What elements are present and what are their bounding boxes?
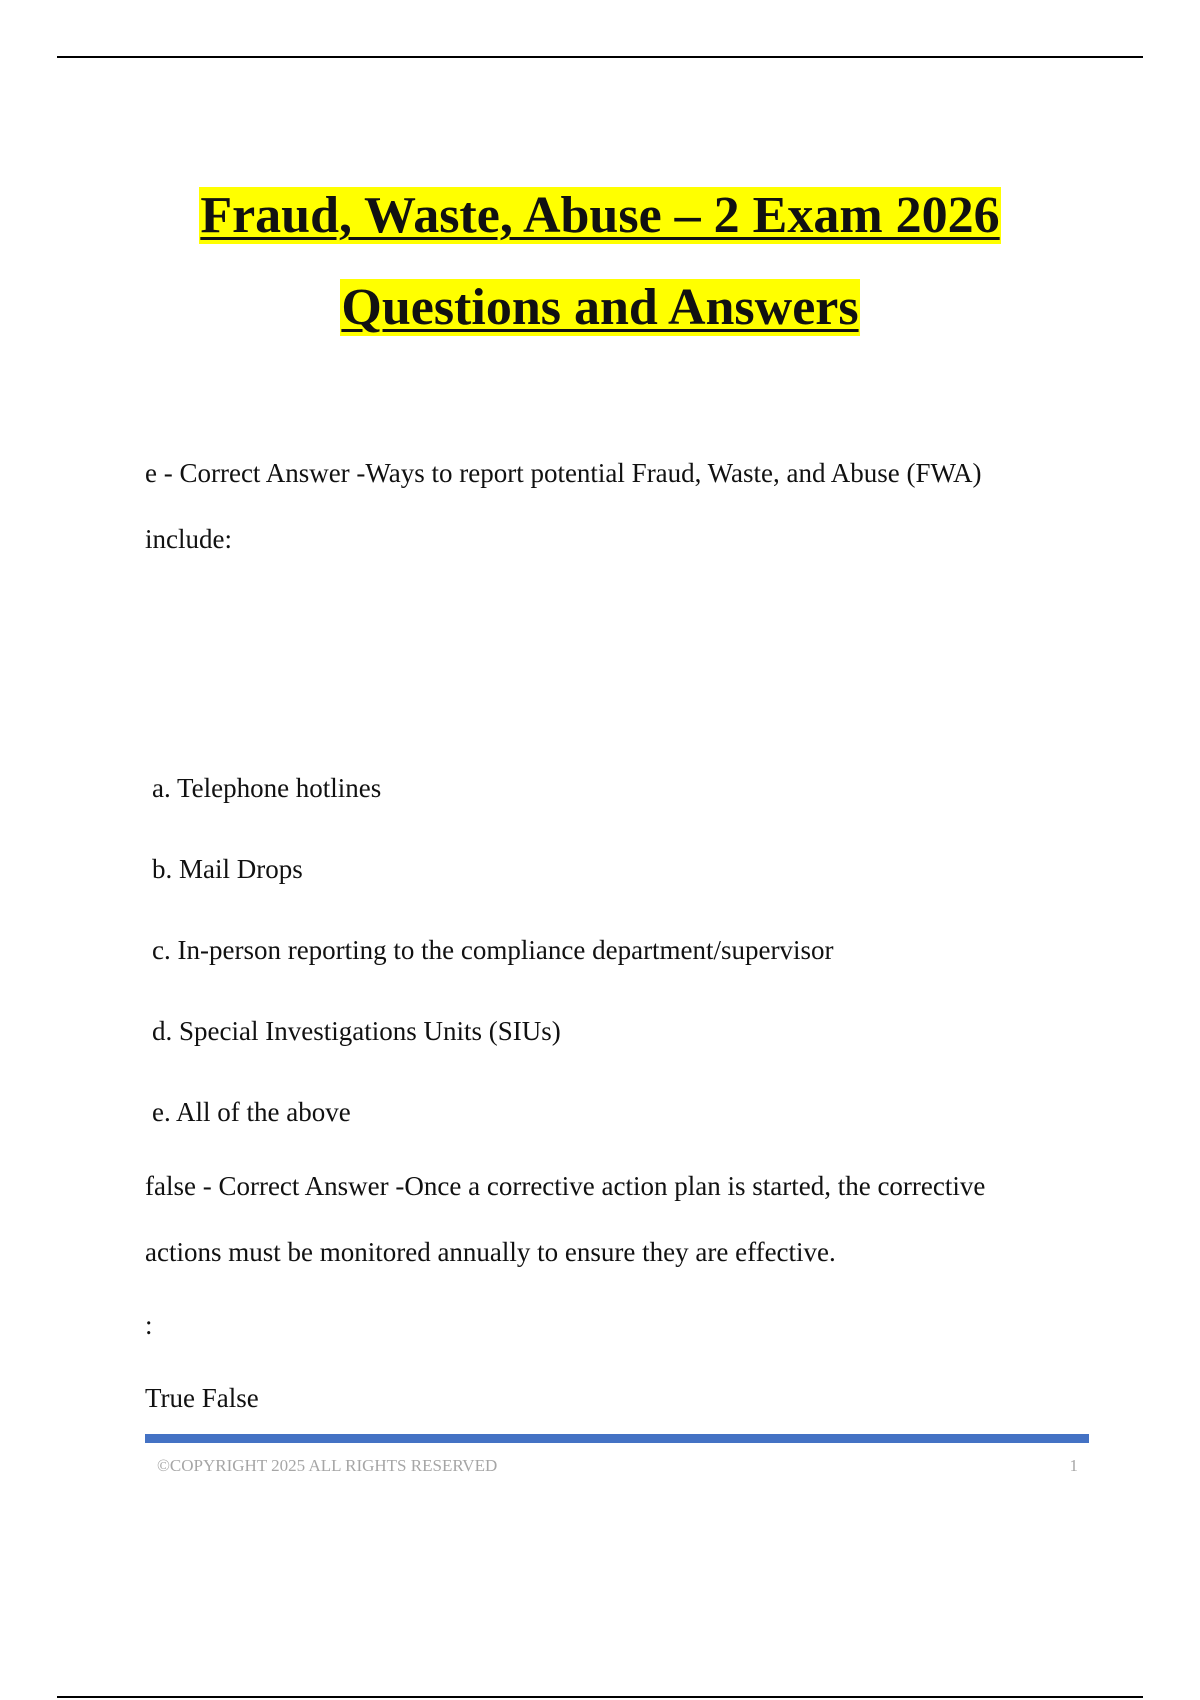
option-e: e. All of the above (152, 1097, 351, 1127)
title-text-1: Fraud, Waste, Abuse – 2 Exam 2026 (200, 187, 1000, 244)
copyright-text: ©COPYRIGHT 2025 ALL RIGHTS RESERVED (157, 1456, 498, 1475)
title-text-2: Questions and Answers (341, 279, 859, 336)
option-c: c. In-person reporting to the compliance department/supervisor (152, 935, 834, 965)
option-a: a. Telephone hotlines (152, 773, 382, 803)
true-false-choices: True False (145, 1383, 259, 1413)
option-d: d. Special Investigations Units (SIUs) (152, 1016, 561, 1046)
document-title (0, 170, 1200, 354)
title-line-1 (0, 170, 1200, 262)
question-1-text: e - Correct Answer -Ways to report potential Fraud, Waste, and Abuse (FWA) include: (145, 458, 982, 554)
footer (157, 1456, 1077, 1476)
top-rule (57, 56, 1143, 58)
option-b: b. Mail Drops (152, 854, 303, 884)
question-2-colon: : (145, 1310, 153, 1340)
question-2-text: false - Correct Answer -Once a corrective action plan is started, the corrective actions must be monitored annually to ensure they are effective. (145, 1171, 986, 1267)
blank-space (145, 572, 1065, 748)
page-number: 1 (1069, 1456, 1078, 1475)
footer-divider (145, 1434, 1089, 1443)
bottom-rule (57, 1696, 1143, 1698)
title-line-2 (0, 262, 1200, 354)
document-body (145, 440, 1065, 1431)
